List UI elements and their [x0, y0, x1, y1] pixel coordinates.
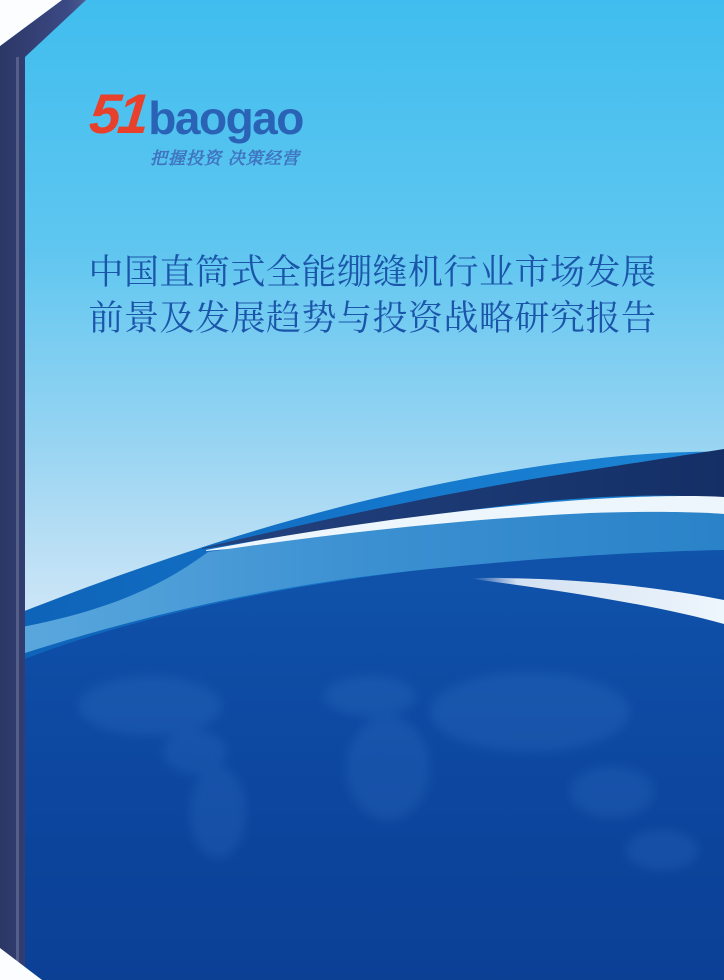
brand-logo — [86, 82, 350, 169]
logo-tagline: 把握投资 决策经营 — [150, 149, 300, 168]
report-title-line1: 中国直筒式全能绷缝机行业市场发展 — [88, 253, 657, 292]
logo-baogao-wordmark: baogao — [148, 92, 303, 144]
logo-51-mark: 51 — [86, 82, 150, 145]
brand-logo-row — [86, 82, 350, 145]
book-spine-highlight — [16, 57, 19, 980]
report-title-line2: 前景及发展趋势与投资战略研究报告 — [88, 299, 657, 338]
report-title — [25, 250, 720, 342]
